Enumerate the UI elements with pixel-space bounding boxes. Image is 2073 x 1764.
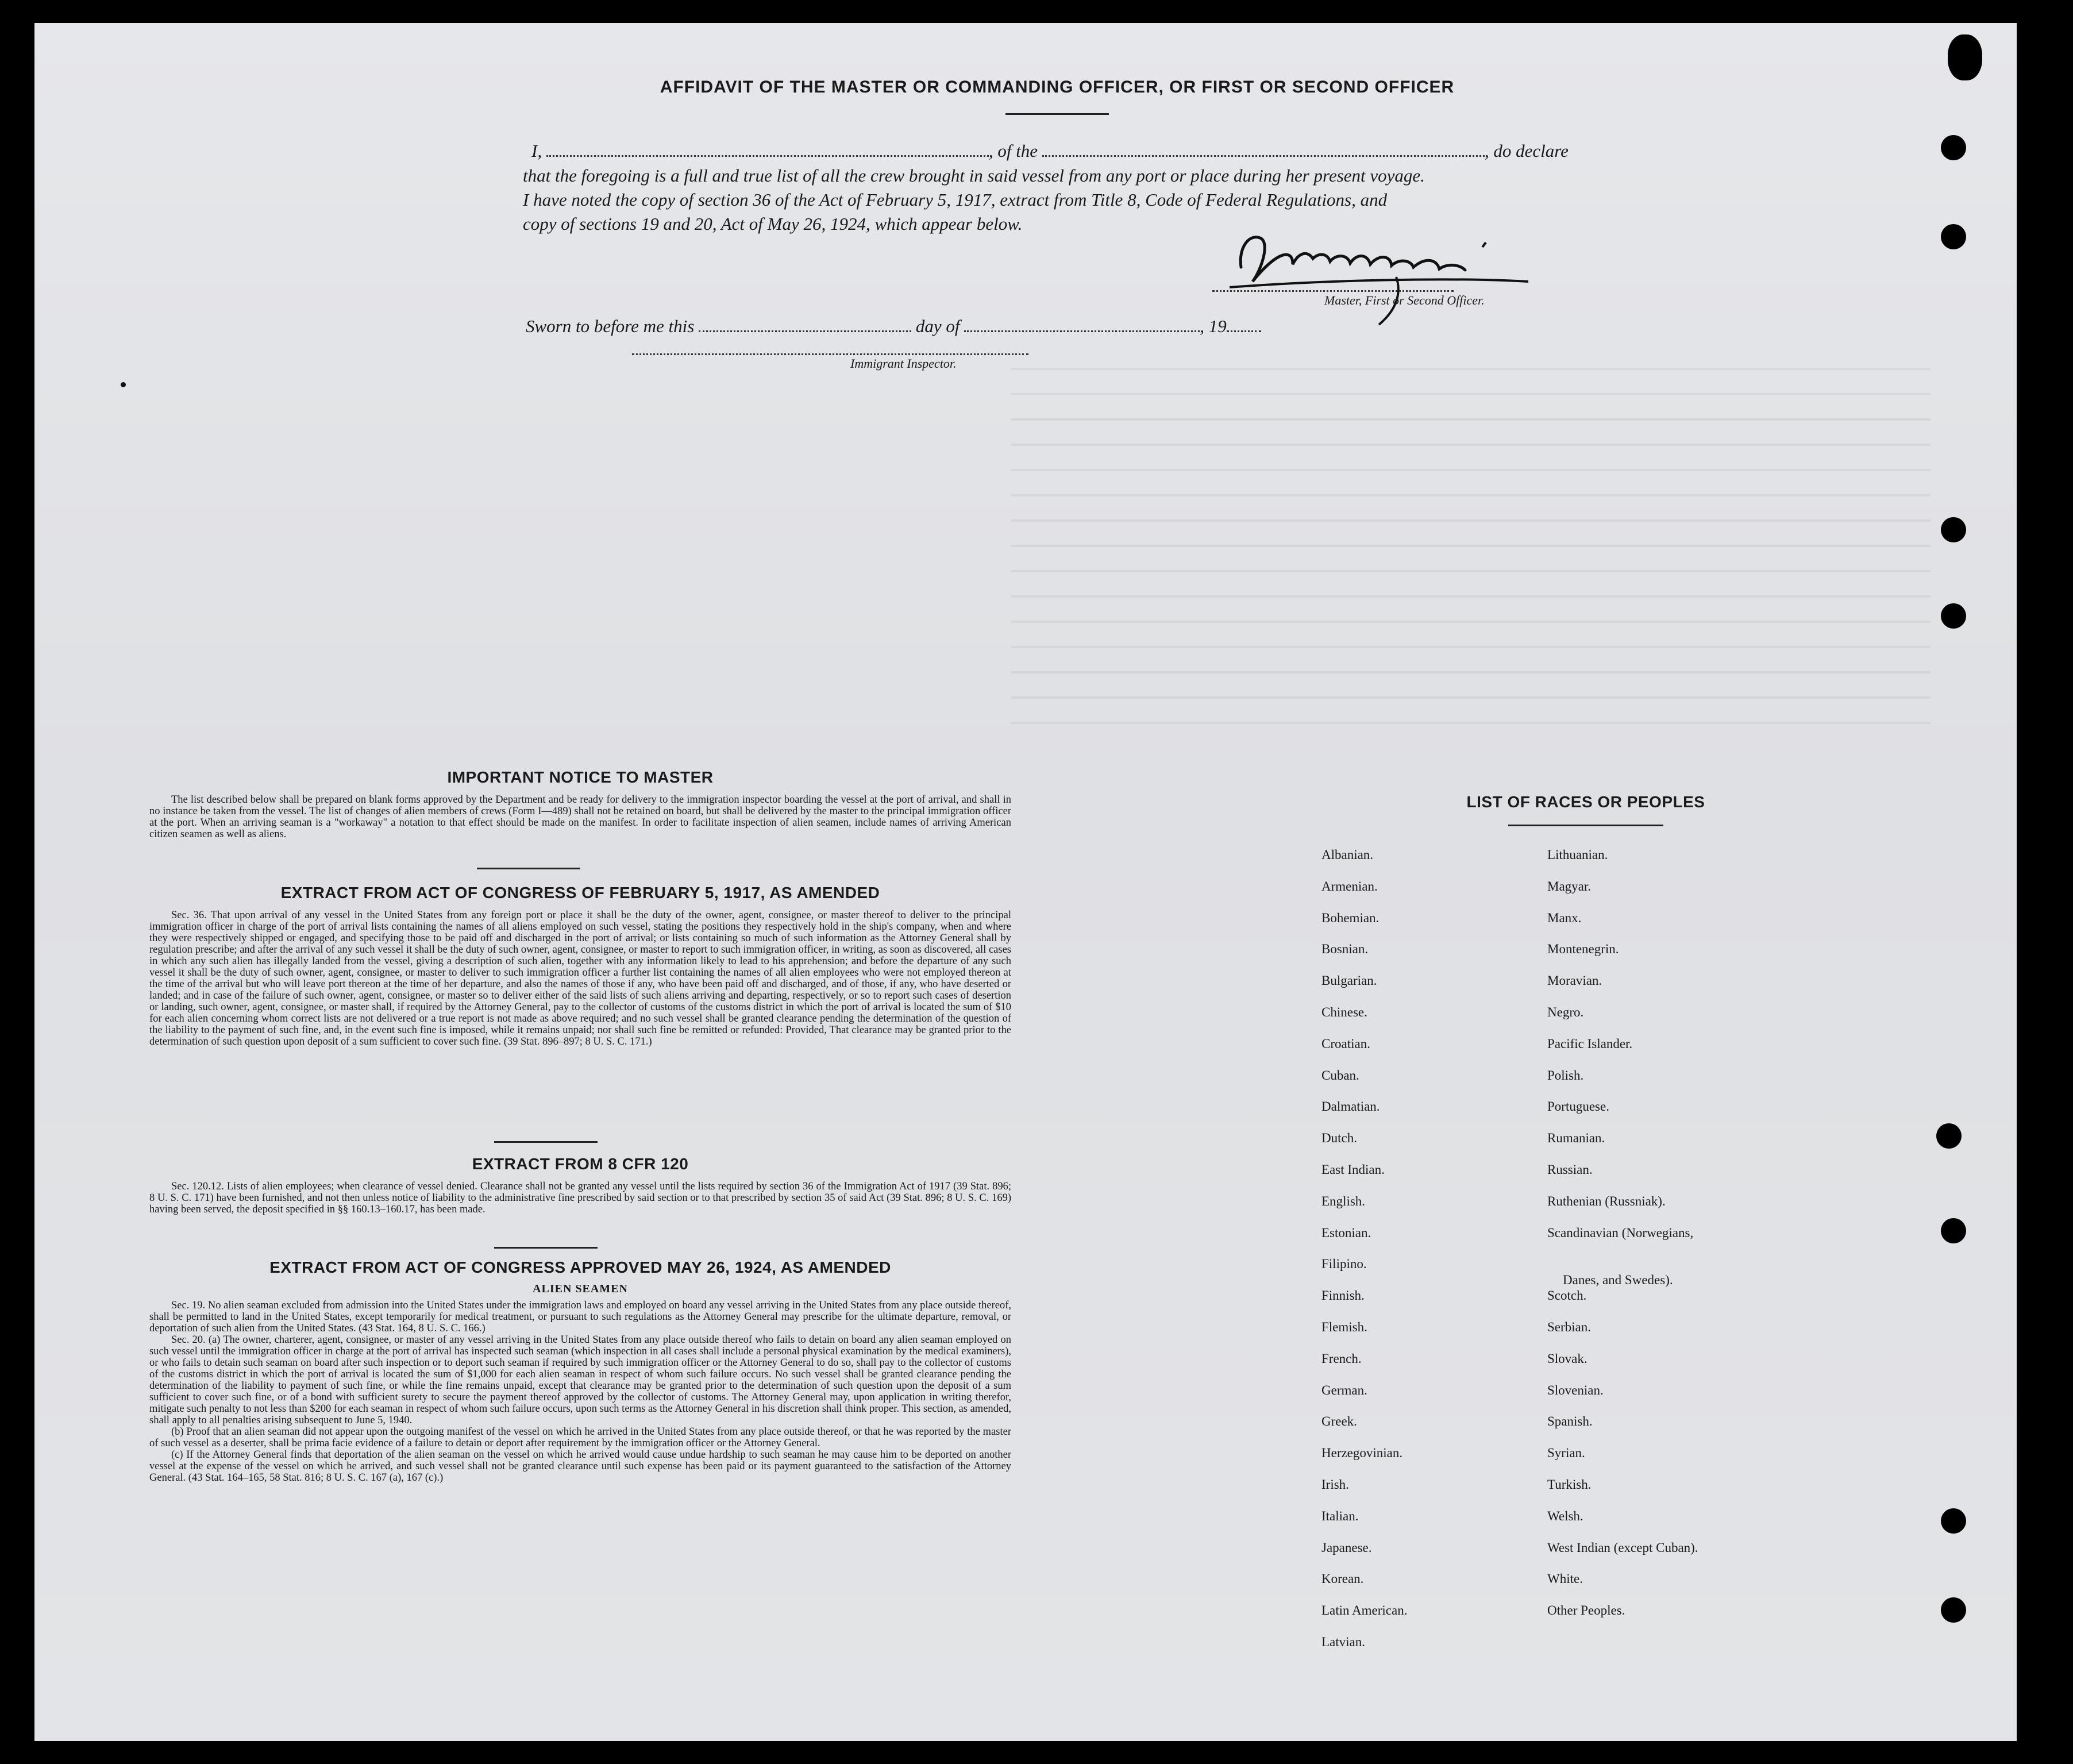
race-item: Finnish. (1321, 1288, 1365, 1303)
race-item: German. (1321, 1382, 1367, 1397)
divider (477, 868, 580, 869)
notice-text: The list described below shall be prepared on blank forms approved by the Department and be ready for delivery to the immigration inspector boarding the vessel at the port of arrival, and shall in no instance be taken from the vessel. The list of changes of alien members of crews (Form I—489) shall not be retained on board, but shall be delivered by the master to the principal immigration officer at the port. When an arriving seaman is a "workaway" a notation to that effect should be made on the manifest. In order to facilitate inspection of alien seamen, include names of arriving American citizen seamen as well as aliens. (149, 794, 1011, 840)
punch-hole (1941, 1508, 1966, 1534)
section-20c-paragraph: (c) If the Attorney General finds that deportation of the alien seaman on the vessel on which he arrived would cause undue hardship to such seaman he may cause him to be deported on another vessel at the expense of the vessel on which he arrived, and such vessel shall not be granted clearance until such expense has been paid or its payment guaranteed to the satisfaction of the Attorney General. (43 Stat. 164–165, 58 Stat. 816; 8 U. S. C. 167 (a), 167 (c).) (149, 1449, 1011, 1484)
race-item: Dalmatian. (1321, 1099, 1380, 1114)
race-item: Manx. (1547, 910, 1582, 925)
race-item: Armenian. (1321, 879, 1378, 893)
race-item: Estonian. (1321, 1225, 1371, 1240)
race-item: Turkish. (1547, 1477, 1592, 1492)
race-item: Bulgarian. (1321, 973, 1377, 988)
extract-1924-text (149, 1300, 1011, 1484)
notice-title: IMPORTANT NOTICE TO MASTER (447, 768, 714, 786)
extract-1917-title: EXTRACT FROM ACT OF CONGRESS OF FEBRUARY 5, 1917, AS AMENDED (280, 884, 880, 902)
punch-hole (1941, 603, 1966, 629)
signature-caption: Master, First or Second Officer. (1324, 293, 1485, 307)
punch-hole (1941, 1597, 1966, 1623)
races-title: LIST OF RACES OR PEOPLES (1466, 793, 1705, 811)
race-item: Chinese. (1321, 1005, 1367, 1019)
race-item: Negro. (1547, 1005, 1584, 1019)
race-item: Rumanian. (1547, 1131, 1605, 1146)
affidavit-line-2: that the foregoing is a full and true list of all the crew brought in said vessel from any port or place during her present voyage. (523, 165, 1425, 186)
race-item: Scandinavian (Norwegians, (1547, 1225, 1694, 1240)
affidavit-title: AFFIDAVIT OF THE MASTER OR COMMANDING OFFICER, OR FIRST OR SECOND OFFICER (660, 78, 1455, 97)
race-item: Danes, and Swedes). (1563, 1273, 1673, 1288)
punch-hole (1941, 224, 1966, 249)
extract-1917-text: Sec. 36. That upon arrival of any vessel in the United States from any foreign port or place it shall be the duty of the owner, agent, consignee, or master thereof to deliver to the principal immigration officer in charge of the port of arrival lists containing the names of all aliens employed on such vessel, stating the positions they respectively hold in the ship's company, when and where they were respectively shipped or engaged, and specifying those to be paid off and discharged in the port of arrival; or lists containing so much of such information as the Attorney General shall by regulation prescribe; and after the arrival of any such vessel it shall be the duty of such owner, agent, consignee, or master to report to such immigration officer, in writing, as soon as discovered, all cases in which any such alien has illegally landed from the vessel, giving a description of such alien, together with any information likely to lead to his apprehension; and before the departure of any such vessel it shall be the duty of such owner, agent, consignee, or master to deliver to such immigration officer a further list containing the names of all alien employees who were not employed thereon at the time of the arrival but who will leave port thereon at the time of her departure, and also the names of those if any, who have been paid off and discharged, and of those, if any, who have deserted or landed; and in case of the failure of such owner, agent, consignee, or master so to deliver either of the said lists of such aliens arriving and departing, respectively, or so to report such cases of desertion or landing, such owner, agent, consignee, or master shall, if required by the Attorney General, pay to the collector of customs of the customs district in which the port of arrival is located the sum of $10 for each alien concerning whom correct lists are not delivered or a true report is not made as above required; and no such vessel shall be granted clearance pending the determination of the question of the liability to the payment of such fine, and, in the event such fine is imposed, while it remains unpaid; nor shall such fine be remitted or refunded: Provided, That clearance may be granted prior to the determination of such question upon deposit of a sum sufficient to cover such fine. (39 Stat. 896–897; 8 U. S. C. 171.) (149, 910, 1011, 1047)
race-item: Cuban. (1321, 1068, 1359, 1083)
divider (494, 1247, 598, 1249)
race-item: East Indian. (1321, 1162, 1385, 1177)
punch-hole (1941, 135, 1966, 160)
race-item: Latvian. (1321, 1635, 1365, 1649)
race-item: Polish. (1547, 1068, 1584, 1083)
race-item: Russian. (1547, 1162, 1593, 1177)
race-item: Syrian. (1547, 1446, 1585, 1461)
race-item: Japanese. (1321, 1540, 1372, 1555)
race-item: Spanish. (1547, 1414, 1593, 1429)
signature-mark (1207, 213, 1666, 328)
race-item: Irish. (1321, 1477, 1349, 1492)
race-item: Other Peoples. (1547, 1603, 1625, 1618)
punch-hole (1936, 1123, 1962, 1149)
alien-seamen-subtitle: ALIEN SEAMEN (533, 1282, 628, 1295)
race-item: Ruthenian (Russniak). (1547, 1193, 1666, 1208)
affidavit-line-1: I, , of the , do declare (531, 141, 1569, 161)
extract-cfr-title: EXTRACT FROM 8 CFR 120 (472, 1155, 689, 1173)
extract-cfr-text: Sec. 120.12. Lists of alien employees; when clearance of vessel denied. Clearance shall not be granted any vessel until the lists required by section 36 of the Immigration Act of 1917 (39 Stat. 896; 8 U. S. C. 171) have been furnished, and not then unless notice of liability to the administrative fine prescribed by said section or to that prescribed by section 35 of said Act (39 Stat. 896; 8 U. S. C. 169) having been served, the deposit specified in §§ 160.13–160.17, has been made. (149, 1181, 1011, 1215)
race-item: Slovenian. (1547, 1382, 1604, 1397)
divider (1508, 825, 1663, 826)
race-item: West Indian (except Cuban). (1547, 1540, 1698, 1555)
race-item: Dutch. (1321, 1131, 1357, 1146)
race-item: Serbian. (1547, 1320, 1592, 1334)
race-item: Flemish. (1321, 1320, 1367, 1334)
punch-hole (1941, 517, 1966, 542)
signature-dotted-line (1212, 290, 1454, 292)
extract-1924-title: EXTRACT FROM ACT OF CONGRESS APPROVED MAY 26, 1924, AS AMENDED (269, 1258, 891, 1276)
race-item: Italian. (1321, 1508, 1359, 1523)
race-item: Portuguese. (1547, 1099, 1609, 1114)
section-19-paragraph: Sec. 19. No alien seaman excluded from admission into the United States under the immigration laws and employed on board any vessel arriving in the United States from any place outside thereof, shall be permitted to land in the United States, except temporarily for medical treatment, or pursuant to such regulations as the Attorney General may prescribe for the ultimate departure, removal, or deportation of such alien from the United States. (43 Stat. 164, 8 U. S. C. 166.) (149, 1300, 1011, 1334)
bleed-through-shading (1011, 345, 1931, 747)
title-divider (1005, 113, 1109, 115)
race-item: Herzegovinian. (1321, 1446, 1403, 1461)
affidavit-line-4: copy of sections 19 and 20, Act of May 26, 1924, which appear below. (523, 214, 1023, 234)
section-20b-paragraph: (b) Proof that an alien seaman did not appear upon the outgoing manifest of the vessel on which he arrived in the United States from any place outside thereof, or that he was reported by the master of such vessel as a deserter, shall be prima facie evidence of a failure to detain or deport after requirement by the immigration officer or the Attorney General. (149, 1426, 1011, 1449)
punch-hole (1948, 34, 1982, 80)
race-item: Albanian. (1321, 848, 1374, 862)
race-item: Moravian. (1547, 973, 1602, 988)
affidavit-line-3: I have noted the copy of section 36 of the Act of February 5, 1917, extract from Title 8, Code of Federal Regulations, and (523, 190, 1388, 210)
race-item: Bohemian. (1321, 910, 1380, 925)
race-item: Scotch. (1547, 1288, 1587, 1303)
race-item: English. (1321, 1193, 1366, 1208)
sworn-line: Sworn to before me this day of , 19 (526, 316, 1261, 337)
race-item: Lithuanian. (1547, 848, 1608, 862)
race-item: Greek. (1321, 1414, 1357, 1429)
inspector-dotted-line (632, 353, 1028, 355)
punch-hole (1941, 1218, 1966, 1243)
race-item: Filipino. (1321, 1257, 1367, 1272)
race-item: White. (1547, 1572, 1583, 1586)
race-item: Montenegrin. (1547, 942, 1619, 957)
race-item: Magyar. (1547, 879, 1592, 893)
race-item: Croatian. (1321, 1036, 1370, 1051)
inspector-caption: Immigrant Inspector. (850, 356, 957, 371)
race-item: Welsh. (1547, 1508, 1583, 1523)
document-page (34, 23, 2017, 1741)
race-item: Bosnian. (1321, 942, 1369, 957)
stray-dot (121, 382, 126, 387)
divider (494, 1141, 598, 1143)
race-item: French. (1321, 1351, 1362, 1366)
race-item: Korean. (1321, 1572, 1364, 1586)
race-item: Latin American. (1321, 1603, 1408, 1618)
race-item: Pacific Islander. (1547, 1036, 1633, 1051)
section-20a-paragraph: Sec. 20. (a) The owner, charterer, agent, consignee, or master of any vessel arriving in the United States from any place outside thereof who fails to detain on board any alien seaman employed on such vessel until the immigration officer in charge at the port of arrival has inspected such seaman (which inspection in all cases shall include a personal physical examination by the medical examiners), or who fails to detain such seaman on board after such inspection or to deport such seaman if required by such immigration officer or the Attorney General to do so, shall pay to the collector of customs of the customs district in which the port of arrival is located the sum of $1,000 for each alien seaman in respect of whom such failure occurs. No such vessel shall be granted clearance pending the determination of the liability to payment of such fine, or while the fine remains unpaid, except that clearance may be granted prior to the determination of such question upon the deposit of a sum sufficient to cover such fine, or of a bond with sufficient surety to secure the payment thereof approved by the collector of customs. The Attorney General may, upon application in writing therefor, mitigate such penalty to not less than $200 for each seaman in respect of whom such failure occurs, upon such terms as the Attorney General in his discretion shall think proper. This section, as amended, shall apply to all penalties arising subsequent to June 5, 1940. (149, 1334, 1011, 1426)
race-item: Slovak. (1547, 1351, 1587, 1366)
